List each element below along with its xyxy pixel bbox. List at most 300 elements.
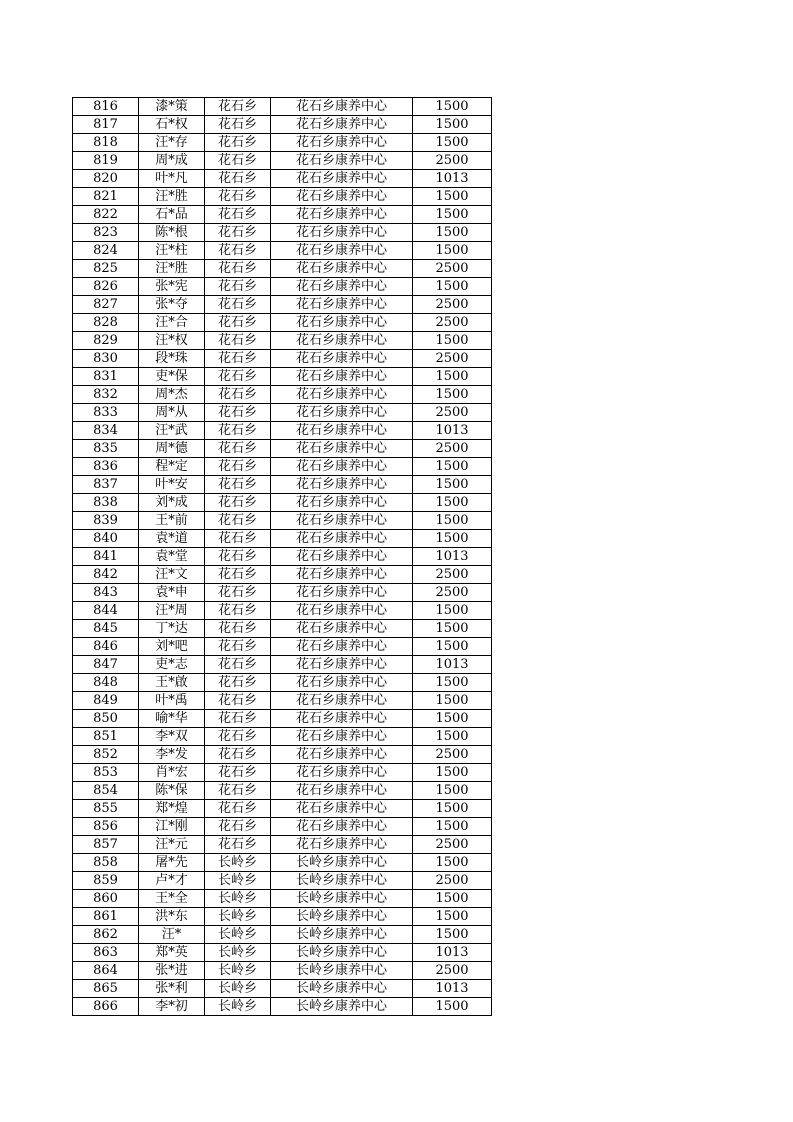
- cell-name: 石*权: [139, 116, 205, 134]
- cell-name: 李*双: [139, 728, 205, 746]
- cell-index: 863: [73, 944, 139, 962]
- cell-institution: 花石乡康养中心: [271, 296, 413, 314]
- cell-name: 洪*东: [139, 908, 205, 926]
- cell-index: 852: [73, 746, 139, 764]
- cell-name: 喻*华: [139, 710, 205, 728]
- cell-township: 花石乡: [205, 134, 271, 152]
- cell-name: 张*夺: [139, 296, 205, 314]
- table-row: [73, 980, 492, 998]
- table-row: [73, 368, 492, 386]
- cell-township: 花石乡: [205, 494, 271, 512]
- cell-amount: 1500: [413, 98, 492, 116]
- cell-index: 816: [73, 98, 139, 116]
- table-row: [73, 350, 492, 368]
- cell-institution: 花石乡康养中心: [271, 656, 413, 674]
- cell-institution: 花石乡康养中心: [271, 728, 413, 746]
- cell-township: 花石乡: [205, 116, 271, 134]
- table-row: [73, 620, 492, 638]
- cell-township: 花石乡: [205, 224, 271, 242]
- cell-amount: 2500: [413, 836, 492, 854]
- cell-index: 831: [73, 368, 139, 386]
- cell-index: 833: [73, 404, 139, 422]
- cell-township: 花石乡: [205, 764, 271, 782]
- cell-index: 826: [73, 278, 139, 296]
- table-row: [73, 314, 492, 332]
- table-row: [73, 584, 492, 602]
- cell-institution: 花石乡康养中心: [271, 710, 413, 728]
- table-row: [73, 854, 492, 872]
- cell-township: 花石乡: [205, 512, 271, 530]
- cell-township: 长岭乡: [205, 962, 271, 980]
- cell-township: 花石乡: [205, 332, 271, 350]
- cell-index: 830: [73, 350, 139, 368]
- cell-name: 郑*英: [139, 944, 205, 962]
- table-row: [73, 476, 492, 494]
- cell-index: 837: [73, 476, 139, 494]
- cell-name: 王*全: [139, 890, 205, 908]
- cell-name: 周*成: [139, 152, 205, 170]
- cell-institution: 长岭乡康养中心: [271, 962, 413, 980]
- cell-index: 862: [73, 926, 139, 944]
- table-row: [73, 386, 492, 404]
- table-row: [73, 116, 492, 134]
- cell-township: 花石乡: [205, 746, 271, 764]
- cell-township: 花石乡: [205, 476, 271, 494]
- cell-index: 845: [73, 620, 139, 638]
- table-row: [73, 764, 492, 782]
- table-body: [73, 98, 492, 1016]
- cell-amount: 1500: [413, 728, 492, 746]
- cell-index: 850: [73, 710, 139, 728]
- cell-name: 李*发: [139, 746, 205, 764]
- cell-institution: 花石乡康养中心: [271, 386, 413, 404]
- cell-township: 花石乡: [205, 170, 271, 188]
- cell-township: 花石乡: [205, 404, 271, 422]
- cell-institution: 花石乡康养中心: [271, 224, 413, 242]
- table-row: [73, 530, 492, 548]
- cell-township: 花石乡: [205, 656, 271, 674]
- cell-amount: 1500: [413, 368, 492, 386]
- cell-amount: 1500: [413, 602, 492, 620]
- table-row: [73, 638, 492, 656]
- cell-township: 花石乡: [205, 422, 271, 440]
- cell-index: 832: [73, 386, 139, 404]
- cell-name: 王*啟: [139, 674, 205, 692]
- table-row: [73, 494, 492, 512]
- cell-name: 汪*存: [139, 134, 205, 152]
- cell-amount: 1500: [413, 134, 492, 152]
- cell-township: 花石乡: [205, 350, 271, 368]
- cell-institution: 花石乡康养中心: [271, 188, 413, 206]
- cell-township: 花石乡: [205, 548, 271, 566]
- cell-index: 834: [73, 422, 139, 440]
- cell-institution: 花石乡康养中心: [271, 836, 413, 854]
- cell-township: 花石乡: [205, 818, 271, 836]
- cell-name: 王*前: [139, 512, 205, 530]
- cell-township: 长岭乡: [205, 998, 271, 1016]
- cell-name: 叶*禹: [139, 692, 205, 710]
- cell-amount: 1500: [413, 386, 492, 404]
- cell-amount: 1500: [413, 224, 492, 242]
- cell-name: 段*珠: [139, 350, 205, 368]
- cell-amount: 2500: [413, 314, 492, 332]
- table-row: [73, 440, 492, 458]
- cell-index: 825: [73, 260, 139, 278]
- cell-index: 857: [73, 836, 139, 854]
- cell-township: 花石乡: [205, 620, 271, 638]
- cell-amount: 1500: [413, 674, 492, 692]
- cell-amount: 1500: [413, 620, 492, 638]
- cell-institution: 花石乡康养中心: [271, 206, 413, 224]
- cell-index: 860: [73, 890, 139, 908]
- cell-name: 屠*先: [139, 854, 205, 872]
- cell-name: 汪*文: [139, 566, 205, 584]
- cell-township: 花石乡: [205, 800, 271, 818]
- table-row: [73, 458, 492, 476]
- cell-township: 花石乡: [205, 440, 271, 458]
- cell-amount: 1013: [413, 548, 492, 566]
- cell-township: 花石乡: [205, 98, 271, 116]
- cell-institution: 花石乡康养中心: [271, 692, 413, 710]
- cell-name: 张*宪: [139, 278, 205, 296]
- cell-institution: 花石乡康养中心: [271, 278, 413, 296]
- cell-index: 851: [73, 728, 139, 746]
- cell-amount: 1500: [413, 998, 492, 1016]
- cell-amount: 1500: [413, 764, 492, 782]
- table-row: [73, 278, 492, 296]
- cell-institution: 花石乡康养中心: [271, 818, 413, 836]
- cell-index: 821: [73, 188, 139, 206]
- cell-institution: 花石乡康养中心: [271, 242, 413, 260]
- cell-township: 花石乡: [205, 458, 271, 476]
- cell-index: 856: [73, 818, 139, 836]
- cell-amount: 1013: [413, 422, 492, 440]
- table-row: [73, 134, 492, 152]
- cell-institution: 花石乡康养中心: [271, 422, 413, 440]
- cell-institution: 长岭乡康养中心: [271, 926, 413, 944]
- cell-amount: 1500: [413, 692, 492, 710]
- cell-institution: 花石乡康养中心: [271, 404, 413, 422]
- cell-township: 花石乡: [205, 692, 271, 710]
- cell-amount: 1500: [413, 782, 492, 800]
- table-row: [73, 710, 492, 728]
- cell-institution: 长岭乡康养中心: [271, 908, 413, 926]
- cell-institution: 花石乡康养中心: [271, 638, 413, 656]
- cell-amount: 2500: [413, 404, 492, 422]
- cell-index: 866: [73, 998, 139, 1016]
- cell-name: 汪*元: [139, 836, 205, 854]
- cell-index: 824: [73, 242, 139, 260]
- table-row: [73, 998, 492, 1016]
- cell-amount: 1500: [413, 494, 492, 512]
- cell-name: 漆*策: [139, 98, 205, 116]
- cell-institution: 花石乡康养中心: [271, 674, 413, 692]
- cell-index: 847: [73, 656, 139, 674]
- cell-township: 花石乡: [205, 242, 271, 260]
- cell-amount: 1500: [413, 512, 492, 530]
- cell-name: 汪*胜: [139, 188, 205, 206]
- cell-township: 花石乡: [205, 728, 271, 746]
- table-row: [73, 206, 492, 224]
- table-row: [73, 836, 492, 854]
- cell-name: 汪*合: [139, 314, 205, 332]
- cell-amount: 1500: [413, 476, 492, 494]
- cell-index: 846: [73, 638, 139, 656]
- cell-township: 花石乡: [205, 530, 271, 548]
- cell-institution: 花石乡康养中心: [271, 530, 413, 548]
- cell-township: 花石乡: [205, 152, 271, 170]
- table-row: [73, 800, 492, 818]
- cell-institution: 长岭乡康养中心: [271, 980, 413, 998]
- cell-amount: 2500: [413, 746, 492, 764]
- table-row: [73, 926, 492, 944]
- cell-index: 819: [73, 152, 139, 170]
- cell-name: 程*定: [139, 458, 205, 476]
- cell-index: 844: [73, 602, 139, 620]
- cell-name: 江*刚: [139, 818, 205, 836]
- cell-township: 花石乡: [205, 386, 271, 404]
- cell-name: 吏*志: [139, 656, 205, 674]
- cell-amount: 1500: [413, 854, 492, 872]
- cell-amount: 1500: [413, 908, 492, 926]
- table-row: [73, 602, 492, 620]
- table-row: [73, 692, 492, 710]
- cell-index: 865: [73, 980, 139, 998]
- cell-township: 花石乡: [205, 314, 271, 332]
- cell-institution: 花石乡康养中心: [271, 584, 413, 602]
- cell-institution: 长岭乡康养中心: [271, 890, 413, 908]
- cell-amount: 1500: [413, 332, 492, 350]
- table-row: [73, 242, 492, 260]
- cell-amount: 1013: [413, 980, 492, 998]
- cell-institution: 花石乡康养中心: [271, 116, 413, 134]
- table-row: [73, 674, 492, 692]
- cell-township: 花石乡: [205, 296, 271, 314]
- cell-amount: 2500: [413, 872, 492, 890]
- cell-name: 卢*才: [139, 872, 205, 890]
- cell-index: 861: [73, 908, 139, 926]
- cell-amount: 2500: [413, 260, 492, 278]
- cell-amount: 2500: [413, 566, 492, 584]
- cell-institution: 花石乡康养中心: [271, 782, 413, 800]
- cell-name: 刘*吧: [139, 638, 205, 656]
- cell-township: 花石乡: [205, 368, 271, 386]
- cell-township: 长岭乡: [205, 926, 271, 944]
- cell-index: 823: [73, 224, 139, 242]
- cell-township: 花石乡: [205, 278, 271, 296]
- cell-institution: 长岭乡康养中心: [271, 998, 413, 1016]
- cell-amount: 2500: [413, 152, 492, 170]
- cell-institution: 长岭乡康养中心: [271, 854, 413, 872]
- cell-township: 长岭乡: [205, 872, 271, 890]
- cell-name: 汪*周: [139, 602, 205, 620]
- cell-institution: 花石乡康养中心: [271, 512, 413, 530]
- cell-index: 848: [73, 674, 139, 692]
- cell-index: 864: [73, 962, 139, 980]
- cell-name: 汪*权: [139, 332, 205, 350]
- cell-name: 周*杰: [139, 386, 205, 404]
- cell-index: 842: [73, 566, 139, 584]
- cell-township: 花石乡: [205, 602, 271, 620]
- cell-amount: 1500: [413, 242, 492, 260]
- table-row: [73, 944, 492, 962]
- cell-index: 839: [73, 512, 139, 530]
- table-row: [73, 404, 492, 422]
- cell-institution: 长岭乡康养中心: [271, 944, 413, 962]
- cell-amount: 1500: [413, 818, 492, 836]
- cell-index: 854: [73, 782, 139, 800]
- cell-institution: 花石乡康养中心: [271, 566, 413, 584]
- cell-index: 838: [73, 494, 139, 512]
- cell-name: 汪*柱: [139, 242, 205, 260]
- cell-amount: 2500: [413, 440, 492, 458]
- cell-amount: 2500: [413, 962, 492, 980]
- cell-township: 花石乡: [205, 638, 271, 656]
- cell-index: 835: [73, 440, 139, 458]
- table-row: [73, 260, 492, 278]
- cell-institution: 花石乡康养中心: [271, 260, 413, 278]
- cell-township: 花石乡: [205, 260, 271, 278]
- cell-township: 长岭乡: [205, 944, 271, 962]
- cell-name: 郑*煌: [139, 800, 205, 818]
- cell-township: 长岭乡: [205, 908, 271, 926]
- table-row: [73, 962, 492, 980]
- cell-name: 陈*保: [139, 782, 205, 800]
- cell-index: 828: [73, 314, 139, 332]
- cell-institution: 花石乡康养中心: [271, 620, 413, 638]
- table-row: [73, 422, 492, 440]
- cell-township: 花石乡: [205, 584, 271, 602]
- cell-name: 袁*堂: [139, 548, 205, 566]
- cell-amount: 2500: [413, 584, 492, 602]
- cell-institution: 花石乡康养中心: [271, 170, 413, 188]
- cell-amount: 1013: [413, 944, 492, 962]
- cell-name: 张*进: [139, 962, 205, 980]
- cell-amount: 1500: [413, 188, 492, 206]
- cell-index: 853: [73, 764, 139, 782]
- cell-institution: 花石乡康养中心: [271, 764, 413, 782]
- cell-township: 花石乡: [205, 710, 271, 728]
- cell-name: 叶*凡: [139, 170, 205, 188]
- cell-township: 长岭乡: [205, 980, 271, 998]
- table-row: [73, 728, 492, 746]
- cell-name: 李*初: [139, 998, 205, 1016]
- cell-index: 855: [73, 800, 139, 818]
- cell-amount: 1500: [413, 800, 492, 818]
- cell-township: 花石乡: [205, 566, 271, 584]
- cell-institution: 花石乡康养中心: [271, 152, 413, 170]
- cell-amount: 1013: [413, 170, 492, 188]
- cell-institution: 花石乡康养中心: [271, 440, 413, 458]
- cell-name: 肖*宏: [139, 764, 205, 782]
- cell-township: 花石乡: [205, 836, 271, 854]
- table-row: [73, 152, 492, 170]
- cell-township: 花石乡: [205, 206, 271, 224]
- cell-name: 袁*申: [139, 584, 205, 602]
- cell-index: 822: [73, 206, 139, 224]
- cell-name: 张*利: [139, 980, 205, 998]
- cell-institution: 花石乡康养中心: [271, 602, 413, 620]
- table-row: [73, 818, 492, 836]
- table-row: [73, 332, 492, 350]
- table-row: [73, 566, 492, 584]
- cell-name: 刘*成: [139, 494, 205, 512]
- cell-name: 汪*武: [139, 422, 205, 440]
- cell-amount: 1500: [413, 530, 492, 548]
- cell-name: 周*从: [139, 404, 205, 422]
- table-row: [73, 512, 492, 530]
- table-row: [73, 188, 492, 206]
- table-row: [73, 872, 492, 890]
- cell-name: 丁*达: [139, 620, 205, 638]
- cell-amount: 2500: [413, 296, 492, 314]
- data-table: [72, 97, 492, 1016]
- cell-institution: 长岭乡康养中心: [271, 872, 413, 890]
- cell-amount: 1500: [413, 638, 492, 656]
- cell-name: 石*品: [139, 206, 205, 224]
- cell-institution: 花石乡康养中心: [271, 368, 413, 386]
- table-row: [73, 98, 492, 116]
- table-row: [73, 224, 492, 242]
- cell-name: 陈*根: [139, 224, 205, 242]
- table-row: [73, 890, 492, 908]
- table-row: [73, 656, 492, 674]
- table-row: [73, 746, 492, 764]
- cell-institution: 花石乡康养中心: [271, 350, 413, 368]
- cell-index: 827: [73, 296, 139, 314]
- cell-index: 859: [73, 872, 139, 890]
- cell-township: 长岭乡: [205, 854, 271, 872]
- cell-institution: 花石乡康养中心: [271, 476, 413, 494]
- cell-institution: 花石乡康养中心: [271, 494, 413, 512]
- cell-institution: 花石乡康养中心: [271, 746, 413, 764]
- cell-index: 858: [73, 854, 139, 872]
- cell-institution: 花石乡康养中心: [271, 800, 413, 818]
- cell-index: 818: [73, 134, 139, 152]
- cell-name: 汪*: [139, 926, 205, 944]
- cell-index: 843: [73, 584, 139, 602]
- cell-institution: 花石乡康养中心: [271, 134, 413, 152]
- cell-index: 820: [73, 170, 139, 188]
- cell-index: 841: [73, 548, 139, 566]
- cell-name: 叶*安: [139, 476, 205, 494]
- table-row: [73, 296, 492, 314]
- cell-amount: 1013: [413, 656, 492, 674]
- cell-amount: 1500: [413, 890, 492, 908]
- cell-township: 花石乡: [205, 674, 271, 692]
- cell-institution: 花石乡康养中心: [271, 458, 413, 476]
- cell-name: 吏*保: [139, 368, 205, 386]
- cell-index: 836: [73, 458, 139, 476]
- cell-amount: 1500: [413, 926, 492, 944]
- cell-amount: 1500: [413, 206, 492, 224]
- cell-amount: 2500: [413, 350, 492, 368]
- cell-index: 849: [73, 692, 139, 710]
- cell-institution: 花石乡康养中心: [271, 332, 413, 350]
- table-row: [73, 908, 492, 926]
- cell-institution: 花石乡康养中心: [271, 314, 413, 332]
- cell-amount: 1500: [413, 278, 492, 296]
- cell-amount: 1500: [413, 710, 492, 728]
- cell-index: 829: [73, 332, 139, 350]
- table-row: [73, 782, 492, 800]
- cell-name: 周*德: [139, 440, 205, 458]
- cell-amount: 1500: [413, 116, 492, 134]
- cell-institution: 花石乡康养中心: [271, 548, 413, 566]
- cell-institution: 花石乡康养中心: [271, 98, 413, 116]
- cell-name: 袁*道: [139, 530, 205, 548]
- cell-township: 花石乡: [205, 188, 271, 206]
